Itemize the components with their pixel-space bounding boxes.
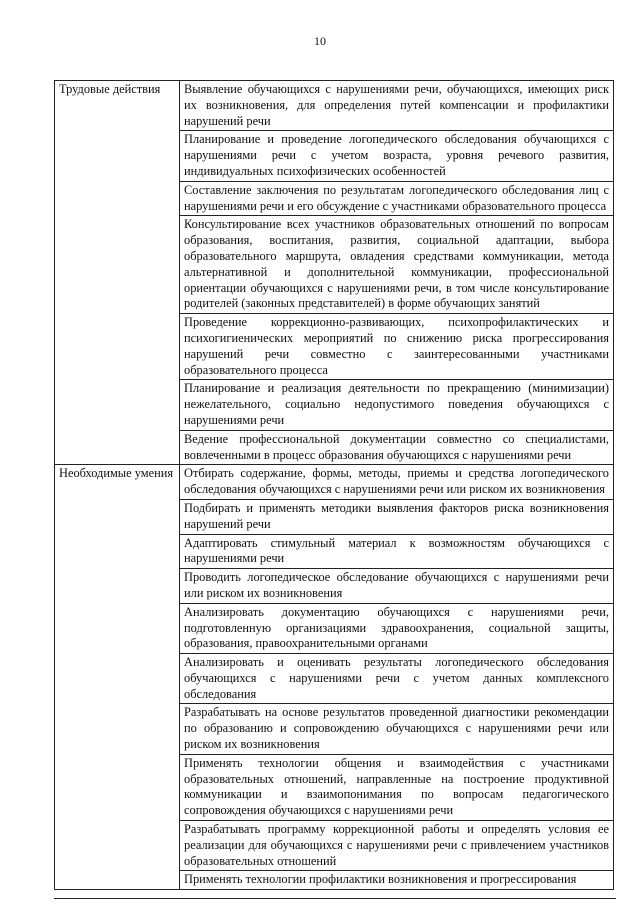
- table-cell: Планирование и реализация деятельности по прекращению (минимизации) нежелательного, социально недопустимого поведения обучающихся с нарушениями речи: [180, 380, 614, 430]
- table-cell: Применять технологии профилактики возникновения и прогрессирования: [180, 871, 614, 890]
- table-cell: Разрабатывать программу коррекционной работы и определять условия ее реализации для обучающихся с нарушениями речи с привлечением участников образовательных отношений: [180, 821, 614, 871]
- table-cell: Анализировать документацию обучающихся с нарушениями речи, подготовленную организациями здравоохранения, социальной защиты, образования, правоохранительными органами: [180, 603, 614, 653]
- section-title-labor-actions: Трудовые действия: [55, 81, 180, 465]
- table-cell: Проводить логопедическое обследование обучающихся с нарушениями речи или риском их возникновения: [180, 569, 614, 604]
- competency-table: [54, 80, 614, 890]
- page-number: 10: [314, 34, 326, 48]
- section-title-required-skills: Необходимые умения: [55, 465, 180, 890]
- table-row: [55, 465, 614, 500]
- page-bottom-divider: [54, 898, 616, 899]
- table-cell: Подбирать и применять методики выявления факторов риска возникновения нарушений речи: [180, 499, 614, 534]
- table-cell: Выявление обучающихся с нарушениями речи, обучающихся, имеющих риск их возникновения, для определения путей компенсации и профилактики нарушений речи: [180, 81, 614, 131]
- table-cell: Планирование и проведение логопедического обследования обучающихся с нарушениями речи с учетом возраста, уровня речевого развития, индивидуальных психофизических особенностей: [180, 131, 614, 181]
- table-cell: Применять технологии общения и взаимодействия с участниками образовательных отношений, направленные на построение продуктивной коммуникации и взаимопонимания по вопросам педагогического сопровождения обучающихся с нарушениями речи: [180, 754, 614, 820]
- table-cell: Отбирать содержание, формы, методы, приемы и средства логопедического обследования обучающихся с нарушениями речи или риском их возникновения: [180, 465, 614, 500]
- table-cell: Адаптировать стимульный материал к возможностям обучающихся с нарушениями речи: [180, 534, 614, 569]
- table-cell: Анализировать и оценивать результаты логопедического обследования обучающихся с нарушениями речи с учетом данных комплексного обследования: [180, 654, 614, 704]
- table-row: [55, 81, 614, 131]
- table-cell: Ведение профессиональной документации совместно со специалистами, вовлеченными в процесс образования обучающихся с нарушениями речи: [180, 430, 614, 465]
- table-cell: Разрабатывать на основе результатов проведенной диагностики рекомендации по образованию и сопровождению обучающихся с нарушениями речи или риском их возникновения: [180, 704, 614, 754]
- table-cell: Составление заключения по результатам логопедического обследования лиц с нарушениями речи и его обсуждение с участниками образовательного процесса: [180, 181, 614, 216]
- table-cell: Консультирование всех участников образовательных отношений по вопросам образования, воспитания, развития, социальной адаптации, выбора образовательного маршрута, овладения средствами коммуникации, метода альтернативной и дополнительной коммуникации, профессиональной ориентации обучающихся с нарушениями речи, в том числе консультирование родителей (законных представителей) в форме обучающих занятий: [180, 216, 614, 314]
- table-cell: Проведение коррекционно-развивающих, психопрофилактических и психогигиенических мероприятий по снижению риска прогрессирования нарушений речи совместно с заинтересованными участниками образовательного процесса: [180, 314, 614, 380]
